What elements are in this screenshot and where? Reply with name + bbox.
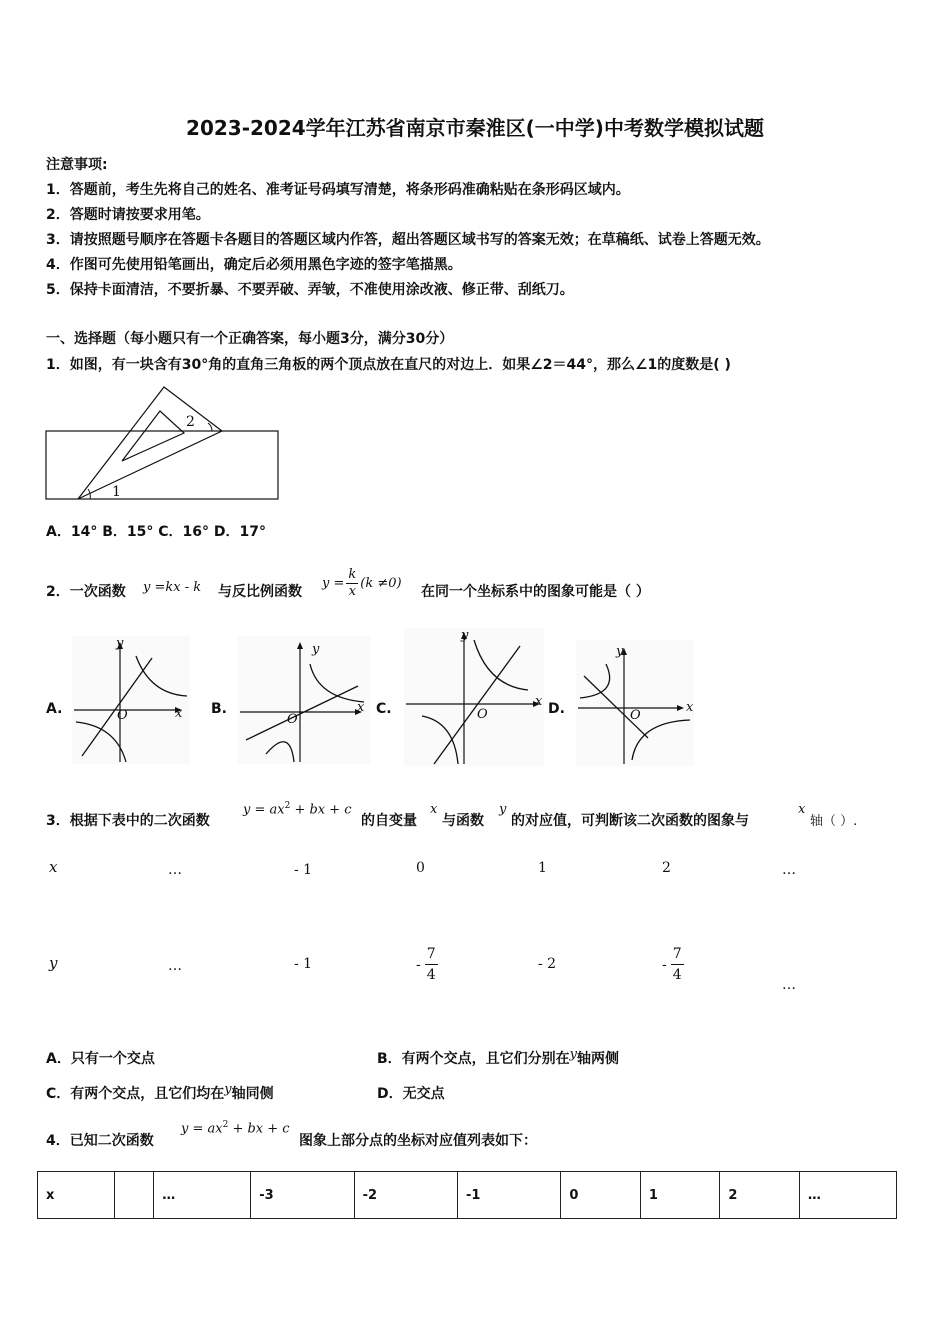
notice-item: 5．保持卡面清洁，不要折暴、不要弄破、弄皱，不准使用涂改液、修正带、刮纸刀。: [46, 282, 574, 298]
notice-item: 4．作图可先使用铅笔画出，确定后必须用黑色字迹的签字笔描黑。: [46, 257, 462, 273]
q3-option-a: A．只有一个交点: [46, 1051, 155, 1067]
q3-func-exp: 2: [284, 801, 291, 811]
graph-d-y-label: y: [616, 644, 624, 659]
table-cell: [114, 1172, 154, 1219]
q2-linear-function: y =kx - k: [143, 580, 202, 595]
q3-x-cell: - 1: [294, 862, 313, 878]
q3-func-rhs: + bx + c: [290, 802, 352, 818]
q3-y-cell-fraction: [416, 944, 438, 985]
graph-a: [72, 636, 192, 766]
q3-option-b: [377, 1048, 619, 1068]
q2-f2-cond: (k ≠0): [360, 576, 402, 591]
table-cell: x: [38, 1172, 115, 1219]
q3-func-lhs: y = ax: [243, 802, 285, 818]
q3-x-cell: 2: [662, 860, 671, 876]
question-4-post: 图象上部分点的坐标对应值列表如下：: [299, 1133, 537, 1149]
graph-a-x-label: x: [175, 706, 183, 721]
q3-y-cell: - 1: [294, 956, 313, 972]
q3-x-cell: 0: [416, 860, 425, 876]
graph-a-origin: O: [117, 708, 128, 723]
q3-x-cell: 1: [538, 860, 547, 876]
q3-y-c5-sign: -: [662, 956, 667, 973]
graph-c-x-label: x: [535, 694, 543, 709]
table-cell: …: [154, 1172, 251, 1219]
question-3-post: 轴（ ）.: [810, 814, 858, 829]
q3-y-c3-den: 4: [426, 967, 436, 983]
q3-y-cell: …: [782, 977, 796, 993]
graph-b-letter: B.: [211, 701, 227, 717]
graph-b-origin: O: [287, 712, 298, 727]
q3-row-y-label: y: [49, 954, 58, 972]
q3-y-c3-sign: -: [416, 956, 421, 973]
q3-var-x: x: [430, 802, 438, 817]
graph-c: [404, 628, 550, 768]
graph-c-origin: O: [477, 707, 488, 722]
graph-d-letter: D.: [548, 701, 565, 717]
page-title: 2023-2024学年江苏省南京市秦淮区(一中学)中考数学模拟试题: [186, 116, 764, 140]
q3-optb-pre: B．有两个交点，且它们分别在: [377, 1051, 570, 1067]
q3-var-y: y: [499, 802, 507, 817]
q3-optb-var: y: [569, 1047, 578, 1062]
q4-func-rhs: + bx + c: [228, 1121, 290, 1137]
q3-optc-post: 轴同侧: [231, 1086, 274, 1102]
angle-1-label: 1: [112, 484, 121, 500]
graph-a-letter: A.: [46, 701, 63, 717]
table-cell: -2: [354, 1172, 457, 1219]
graph-a-y-label: y: [116, 636, 124, 651]
q3-optc-pre: C．有两个交点，且它们均在: [46, 1086, 225, 1102]
table-cell: …: [799, 1172, 896, 1219]
graph-d: [576, 640, 696, 768]
q3-y-cell-fraction: [662, 944, 684, 985]
q2-f2-den: x: [348, 584, 356, 599]
q3-var-x2: x: [798, 802, 806, 817]
graph-d-origin: O: [630, 708, 641, 723]
q2-f2-num: k: [348, 567, 357, 582]
q3-optb-post: 轴两侧: [577, 1051, 620, 1067]
q3-y-cell: - 2: [538, 956, 557, 972]
q2-f2-fraction: [346, 567, 358, 600]
q4-func-exp: 2: [222, 1120, 229, 1130]
notice-item: 3．请按照题号顺序在答题卡各题目的答题区域内作答，超出答题区域书写的答案无效；在草稿纸、试卷上答题无效。: [46, 232, 770, 248]
notice-item: 1．答题前，考生先将自己的姓名、准考证号码填写清楚，将条形码准确粘贴在条形码区域内。: [46, 182, 630, 198]
table-cell: 1: [640, 1172, 720, 1219]
q3-option-c: [46, 1083, 274, 1103]
question-3-mid3: 的对应值，可判断该二次函数的图象与: [511, 813, 749, 829]
q3-y-c5-frac: [671, 944, 684, 985]
q4-quadratic-function: [181, 1120, 290, 1136]
q3-option-d: D．无交点: [377, 1086, 445, 1102]
q3-row-x-label: x: [49, 858, 58, 876]
graph-c-letter: C.: [376, 701, 392, 717]
notice-item: 2．答题时请按要求用笔。: [46, 207, 210, 223]
q3-x-cell: …: [168, 862, 182, 878]
q3-y-c3-num: 7: [425, 944, 438, 965]
question-2-pre: 2．一次函数: [46, 584, 126, 600]
angle-2-label: 2: [186, 414, 195, 430]
q3-x-cell: …: [782, 862, 796, 878]
table-cell: -1: [457, 1172, 560, 1219]
question-2-post: 在同一个坐标系中的图象可能是（ ）: [421, 584, 650, 600]
q3-optc-var: y: [224, 1082, 232, 1097]
q3-y-c5-num: 7: [671, 944, 684, 965]
table-cell: 2: [720, 1172, 800, 1219]
question-3-pre: 3．根据下表中的二次函数: [46, 813, 210, 829]
question-1-options: A．14° B．15° C．16° D．17°: [46, 524, 266, 540]
table-cell: -3: [251, 1172, 354, 1219]
notice-heading: 注意事项:: [46, 157, 108, 173]
q2-f2-lhs: y =: [322, 576, 345, 591]
table-row: [38, 1172, 897, 1219]
question-4-pre: 4．已知二次函数: [46, 1133, 154, 1149]
section-heading: 一、选择题（每小题只有一个正确答案，每小题3分，满分30分）: [46, 331, 454, 347]
graph-b: [238, 636, 372, 766]
q4-value-table: [37, 1171, 897, 1219]
q3-quadratic-function: [243, 801, 352, 817]
question-1-text: 1．如图，有一块含有30°角的直角三角板的两个顶点放在直尺的对边上．如果∠2＝44°，那么∠1的度数是( ): [46, 357, 731, 373]
q2-inverse-function: [322, 567, 402, 600]
graph-b-y-label: y: [312, 642, 320, 657]
q1-ruler-triangle-figure: [44, 385, 284, 505]
graph-d-x-label: x: [686, 700, 694, 715]
q3-y-c5-den: 4: [672, 967, 682, 983]
table-cell: 0: [561, 1172, 641, 1219]
question-3-mid1: 的自变量: [361, 813, 417, 829]
q4-func-lhs: y = ax: [181, 1121, 223, 1137]
q3-y-cell: …: [168, 958, 182, 974]
q3-y-c3-frac: [425, 944, 438, 985]
question-2-mid: 与反比例函数: [218, 584, 302, 600]
graph-c-y-label: y: [461, 628, 469, 643]
question-3-mid2: 与函数: [442, 813, 484, 829]
graph-b-x-label: x: [357, 700, 365, 715]
